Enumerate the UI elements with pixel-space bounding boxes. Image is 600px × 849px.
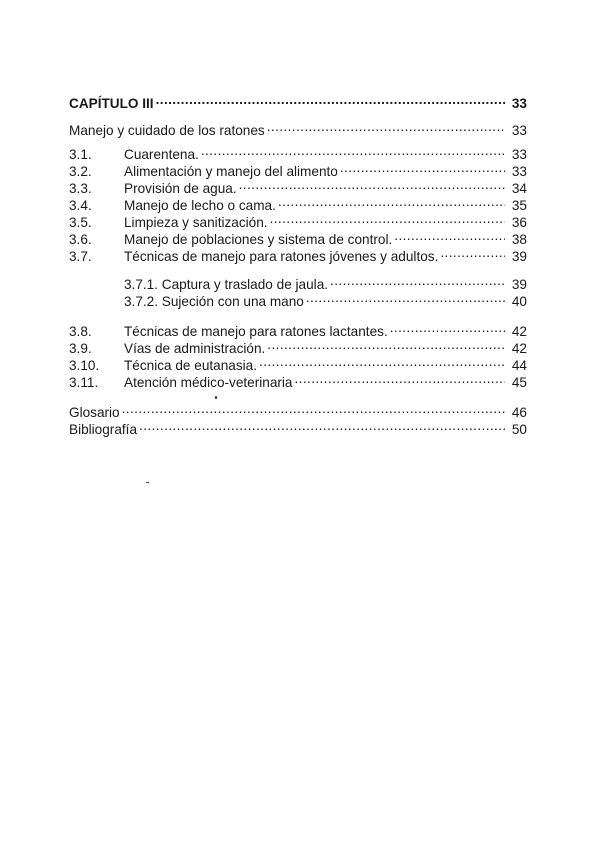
- scan-speck: [215, 396, 217, 399]
- section-group-a: [69, 142, 527, 264]
- toc-entry: [69, 227, 527, 247]
- dot-leader: [340, 159, 505, 176]
- entry-title: Técnicas de manejo para ratones lactantes.: [124, 324, 388, 339]
- toc-entry: [69, 193, 527, 213]
- toc-entry: [69, 176, 527, 196]
- dot-leader: [270, 210, 505, 227]
- entry-title: Manejo de lecho o cama.: [124, 198, 276, 213]
- entry-title: Limpieza y sanitización.: [124, 215, 268, 230]
- toc-back-entry: [69, 400, 527, 420]
- entry-title: Atención médico-veterinaria: [124, 375, 293, 390]
- subentry-page: 39: [511, 277, 527, 292]
- entry-page: 45: [511, 375, 527, 390]
- back-page: 46: [511, 405, 527, 420]
- entry-title: Alimentación y manejo del alimento: [124, 164, 338, 179]
- toc-entry: [69, 319, 527, 339]
- entry-title: Manejo de poblaciones y sistema de control.: [124, 232, 393, 247]
- entry-number: 3.10.: [69, 358, 100, 373]
- toc-entry: [69, 210, 527, 230]
- toc-intro-entry: [69, 118, 527, 138]
- dot-leader: [156, 91, 505, 108]
- entry-page: 35: [511, 198, 527, 213]
- dot-leader: [259, 353, 505, 370]
- back-page: 50: [511, 422, 527, 437]
- dot-leader: [390, 319, 505, 336]
- dot-leader: [330, 272, 505, 289]
- toc-subentry: [69, 272, 527, 292]
- entry-title: Cuarentena.: [124, 147, 199, 162]
- section-group-b: [69, 319, 527, 390]
- entry-page: 38: [511, 232, 527, 247]
- scan-speck: [146, 482, 149, 483]
- dot-leader: [394, 227, 505, 244]
- dot-leader: [278, 193, 505, 210]
- dot-leader: [267, 336, 505, 353]
- chapter-page: 33: [511, 96, 527, 111]
- chapter-title: CAPÍTULO III: [69, 96, 154, 111]
- entry-page: 33: [511, 164, 527, 179]
- entry-page: 42: [511, 341, 527, 356]
- entry-page: 36: [511, 215, 527, 230]
- entry-number: 3.9.: [69, 341, 92, 356]
- entry-page: 33: [511, 147, 527, 162]
- entry-page: 34: [511, 181, 527, 196]
- back-title: Glosario: [69, 405, 120, 420]
- intro-title: Manejo y cuidado de los ratones: [69, 123, 265, 138]
- dot-leader: [122, 400, 505, 417]
- entry-title: Provisión de agua.: [124, 181, 237, 196]
- intro-page: 33: [511, 123, 527, 138]
- toc-entry: [69, 159, 527, 179]
- entry-number: 3.4.: [69, 198, 92, 213]
- toc-entry: [69, 336, 527, 356]
- toc-chapter-entry: [69, 91, 527, 111]
- entry-number: 3.8.: [69, 324, 92, 339]
- dot-leader: [267, 118, 505, 135]
- table-of-contents: [69, 91, 527, 437]
- entry-number: 3.1.: [69, 147, 92, 162]
- subentry-page: 40: [511, 294, 527, 309]
- toc-entry: [69, 244, 527, 264]
- entry-number: 3.5.: [69, 215, 92, 230]
- entry-title: Vías de administración.: [124, 341, 266, 356]
- toc-entry: [69, 142, 527, 162]
- entry-title: Técnicas de manejo para ratones jóvenes y adultos.: [124, 249, 439, 264]
- toc-entry: [69, 353, 527, 373]
- entry-number: 3.6.: [69, 232, 92, 247]
- dot-leader: [139, 417, 505, 434]
- entry-number: 3.2.: [69, 164, 92, 179]
- entry-number: 3.3.: [69, 181, 92, 196]
- entry-page: 42: [511, 324, 527, 339]
- toc-entry: [69, 370, 527, 390]
- back-matter-group: [69, 400, 527, 437]
- entry-page: 44: [511, 358, 527, 373]
- entry-number: 3.7.: [69, 249, 92, 264]
- dot-leader: [201, 142, 505, 159]
- entry-number: 3.11.: [69, 375, 99, 390]
- dot-leader: [295, 370, 506, 387]
- entry-page: 39: [511, 249, 527, 264]
- subsection-group: [69, 272, 527, 309]
- toc-subentry: [69, 289, 527, 309]
- back-title: Bibliografía: [69, 422, 138, 437]
- dot-leader: [440, 244, 505, 261]
- toc-back-entry: [69, 417, 527, 437]
- entry-title: Técnica de eutanasia.: [124, 358, 258, 373]
- subentry-title: 3.7.2. Sujeción con una mano: [124, 294, 304, 309]
- dot-leader: [306, 289, 505, 306]
- dot-leader: [239, 176, 505, 193]
- subentry-title: 3.7.1. Captura y traslado de jaula.: [124, 277, 329, 292]
